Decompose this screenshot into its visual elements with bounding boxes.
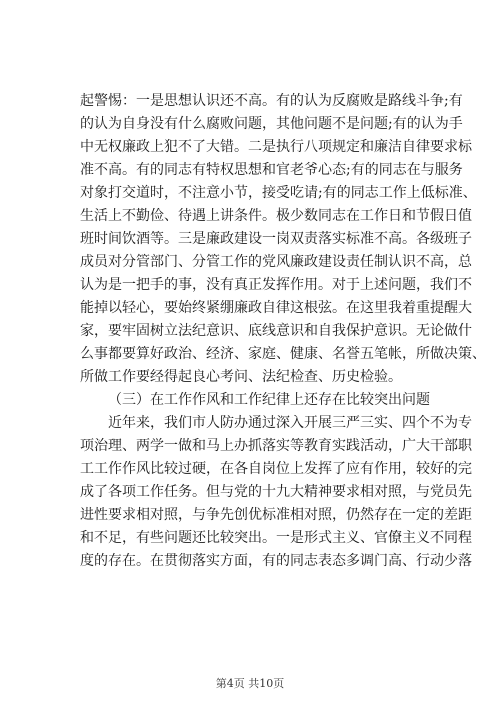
text-line-8: 成员对分管部门、分管工作的党风廉政建设责任制认识不高，总 (80, 254, 472, 270)
text-line-17: 工工作作风比较过硬，在各自岗位上发挥了应有作用，较好的完 (80, 461, 472, 477)
text-line-18: 成了各项工作任务。但与党的十九大精神要求相对照，与党员先 (80, 484, 472, 500)
text-line-13: 所做工作要经得起良心考问、法纪检查、历史检验。 (80, 369, 402, 385)
text-line-4: 准不高。有的同志有特权思想和官老爷心态;有的同志在与服务 (80, 162, 463, 178)
text-line-9: 认为是一把手的事，没有真正发挥作用。对于上述问题，我们不 (80, 277, 472, 293)
text-line-3: 中无权廉政上犯不了大错。二是执行八项规定和廉洁自律要求标 (80, 139, 472, 155)
text-line-5: 对象打交道时，不注意小节，接受吃请;有的同志工作上低标准、 (80, 185, 477, 201)
text-line-21: 度的存在。在贯彻落实方面，有的同志表态多调门高、行动少落 (80, 553, 472, 569)
body-text (80, 90, 486, 573)
text-line-20: 和不足，有些问题还比较突出。一是形式主义、官僚主义不同程 (80, 530, 472, 546)
text-line-2: 的认为自身没有什么腐败问题，其他问题不是问题;有的认为手 (80, 116, 463, 132)
text-line-6: 生活上不勤俭、待遇上讲条件。极少数同志在工作日和节假日值 (80, 208, 472, 224)
section-heading: （三）在工作作风和工作纪律上还存在比较突出问题 (108, 392, 430, 408)
text-line-15: 近年来，我们市人防办通过深入开展三严三实、四个不为专 (108, 415, 472, 431)
text-line-11: 家，要牢固树立法纪意识、底线意识和自我保护意识。无论做什 (80, 323, 472, 339)
text-line-19: 进性要求相对照，与争先创优标准相对照，仍然存在一定的差距 (80, 507, 472, 523)
text-line-10: 能掉以轻心，要始终紧绷廉政自律这根弦。在这里我着重提醒大 (80, 300, 472, 316)
text-line-1: 起警惕：一是思想认识还不高。有的认为反腐败是路线斗争;有 (80, 93, 463, 109)
text-line-16: 项治理、两学一做和马上办抓落实等教育实践活动，广大干部职 (80, 438, 472, 454)
page-footer: 第4页 共10页 (215, 677, 285, 690)
text-line-7: 班时间饮酒等。三是廉政建设一岗双责落实标准不高。各级班子 (80, 231, 472, 247)
text-line-12: 么事都要算好政治、经济、家庭、健康、名誉五笔帐，所做决策、 (80, 346, 486, 362)
